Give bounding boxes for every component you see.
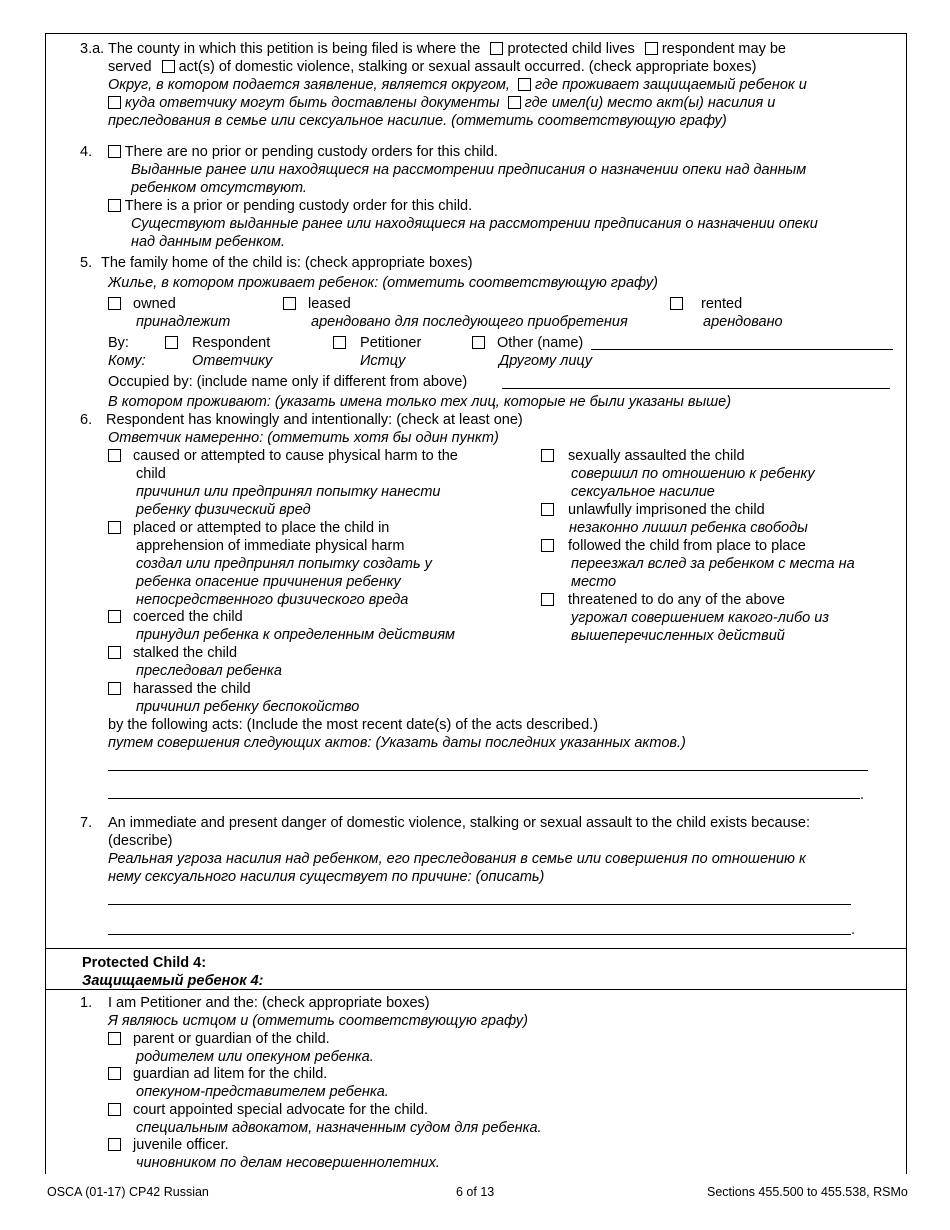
checkbox-by-petitioner[interactable] bbox=[333, 336, 346, 349]
label-threatened: threatened to do any of the above bbox=[568, 592, 785, 608]
section-6-title: Respondent has knowingly and intentionally: (check at least one) bbox=[106, 412, 523, 428]
option-owned bbox=[108, 295, 176, 313]
label-served: served bbox=[108, 59, 152, 75]
checkbox-respondent-served[interactable] bbox=[645, 42, 658, 55]
checkbox-stalked[interactable] bbox=[108, 646, 121, 659]
label-occupied-by: Occupied by: (include name only if different from above) bbox=[108, 374, 468, 390]
label-harassed: harassed the child bbox=[133, 681, 251, 697]
section-7-line2: (describe) bbox=[108, 833, 173, 849]
label-caused-harm: caused or attempted to cause physical harm to the bbox=[133, 448, 458, 464]
label-caused-harm-ru1: причинил или предпринял попытку нанести bbox=[136, 484, 441, 500]
option-rented bbox=[670, 295, 742, 313]
label-by-respondent: Respondent bbox=[192, 335, 271, 351]
option-by-petitioner bbox=[333, 334, 421, 352]
danger-line-2[interactable] bbox=[108, 934, 851, 935]
label-sexually-assaulted-ru2: сексуальное насилие bbox=[571, 484, 715, 500]
label-rented: rented bbox=[701, 296, 743, 312]
checkbox-by-respondent[interactable] bbox=[165, 336, 178, 349]
option-juvenile-officer bbox=[108, 1136, 229, 1154]
section-5-title-ru: Жилье, в котором проживает ребенок: (отметить соответствующую графу) bbox=[108, 275, 658, 291]
label-guardian-ad-litem-ru: опекуном-представителем ребенка. bbox=[136, 1084, 389, 1100]
label-unlawfully-imprisoned-ru: незаконно лишил ребенка свободы bbox=[569, 520, 808, 536]
label-acts-occurred-ru: где имел(и) место акт(ы) насилия и bbox=[524, 95, 776, 111]
checkbox-harassed[interactable] bbox=[108, 682, 121, 695]
section-4-option2-ru1: Существуют выданные ранее или находящиеся на рассмотрении предписания о назначении опеки bbox=[131, 216, 818, 232]
label-caused-harm-2: child bbox=[136, 466, 166, 482]
label-prior-custody-order: There is a prior or pending custody order for this child. bbox=[124, 198, 473, 214]
label-by-other: Other (name) bbox=[497, 335, 584, 351]
label-respondent-served-ru: куда ответчику могут быть доставлены документы bbox=[125, 95, 500, 111]
label-followed-ru1: переезжал вслед за ребенком с места на bbox=[571, 556, 855, 572]
danger-line-1[interactable] bbox=[108, 904, 851, 905]
option-parent-guardian bbox=[108, 1030, 330, 1048]
label-by-respondent-ru: Ответчику bbox=[192, 353, 273, 369]
checkbox-acts-occurred[interactable] bbox=[162, 60, 175, 73]
label-by-other-ru: Другому лицу bbox=[499, 353, 593, 369]
label-following-acts: by the following acts: (Include the most recent date(s) of the acts described.) bbox=[108, 717, 599, 733]
section-6-title-ru: Ответчик намеренно: (отметить хотя бы один пункт) bbox=[108, 430, 499, 446]
label-special-advocate-ru: специальным адвокатом, назначенным судом для ребенка. bbox=[136, 1120, 542, 1136]
option-followed bbox=[541, 537, 806, 555]
footer-statute: Sections 455.500 to 455.538, RSMo bbox=[707, 1185, 908, 1199]
section-3a-number: 3.a. bbox=[80, 41, 105, 57]
section-3a-text: The county in which this petition is being filed is where the bbox=[108, 41, 481, 57]
label-by-ru: Кому: bbox=[108, 353, 146, 369]
label-placed-apprehension: placed or attempted to place the child in bbox=[133, 520, 390, 536]
acts-line-2[interactable] bbox=[108, 798, 860, 799]
section-7-number: 7. bbox=[80, 815, 93, 831]
label-parent-guardian: parent or guardian of the child. bbox=[133, 1031, 330, 1047]
option-unlawfully-imprisoned bbox=[541, 501, 765, 519]
option-sexually-assaulted bbox=[541, 447, 745, 465]
label-acts-occurred: act(s) of domestic violence, stalking or sexual assault occurred. (check appropriate boxes) bbox=[178, 59, 757, 75]
option-leased bbox=[283, 295, 351, 313]
label-coerced: coerced the child bbox=[133, 609, 243, 625]
label-placed-apprehension-ru2: ребенка опасение причинения ребенку bbox=[136, 574, 401, 590]
checkbox-acts-occurred-ru[interactable] bbox=[508, 96, 521, 109]
label-owned: owned bbox=[133, 296, 176, 312]
section-4-option1-ru1: Выданные ранее или находящиеся на рассмотрении предписания о назначении опеки над данным bbox=[131, 162, 807, 178]
divider-top bbox=[45, 948, 906, 949]
label-sexually-assaulted-ru1: совершил по отношению к ребенку bbox=[571, 466, 815, 482]
label-placed-apprehension-ru3: непосредственного физического вреда bbox=[136, 592, 409, 608]
section-4-option2-ru2: над данным ребенком. bbox=[131, 234, 285, 250]
label-occupied-by-ru: В котором проживают: (указать имена только тех лиц, которые не были указаны выше) bbox=[108, 394, 732, 410]
section-3a-ru-text: Округ, в котором подается заявление, является округом, bbox=[108, 77, 510, 93]
protected-child-4-title: Protected Child 4: bbox=[82, 955, 207, 971]
checkbox-placed-apprehension[interactable] bbox=[108, 521, 121, 534]
label-no-custody-orders: There are no prior or pending custody orders for this child. bbox=[124, 144, 498, 160]
checkbox-respondent-served-ru[interactable] bbox=[108, 96, 121, 109]
label-sexually-assaulted: sexually assaulted the child bbox=[568, 448, 745, 464]
checkbox-leased[interactable] bbox=[283, 297, 296, 310]
label-juvenile-officer: juvenile officer. bbox=[133, 1137, 229, 1153]
occupied-by-field[interactable] bbox=[502, 388, 890, 389]
checkbox-special-advocate[interactable] bbox=[108, 1103, 121, 1116]
label-caused-harm-ru2: ребенку физический вред bbox=[136, 502, 311, 518]
danger-line-end: . bbox=[851, 922, 856, 938]
checkbox-owned[interactable] bbox=[108, 297, 121, 310]
option-special-advocate bbox=[108, 1101, 428, 1119]
divider-bottom bbox=[45, 989, 906, 990]
acts-line-1[interactable] bbox=[108, 770, 868, 771]
checkbox-caused-harm[interactable] bbox=[108, 449, 121, 462]
label-protected-child-lives: protected child lives bbox=[507, 41, 635, 57]
option-by-respondent bbox=[165, 334, 270, 352]
item-1-number: 1. bbox=[80, 995, 93, 1011]
checkbox-parent-guardian[interactable] bbox=[108, 1032, 121, 1045]
option-caused-harm bbox=[108, 447, 458, 465]
checkbox-no-custody-orders[interactable] bbox=[108, 145, 121, 158]
section-4-option1 bbox=[108, 143, 498, 161]
option-stalked bbox=[108, 644, 237, 662]
label-by: By: bbox=[108, 335, 129, 351]
section-3a-line1 bbox=[108, 40, 786, 58]
checkbox-unlawfully-imprisoned[interactable] bbox=[541, 503, 554, 516]
label-coerced-ru: принудил ребенка к определенным действиям bbox=[136, 627, 455, 643]
item-1-title: I am Petitioner and the: (check appropriate boxes) bbox=[108, 995, 430, 1011]
checkbox-juvenile-officer[interactable] bbox=[108, 1138, 121, 1151]
label-leased: leased bbox=[308, 296, 351, 312]
label-unlawfully-imprisoned: unlawfully imprisoned the child bbox=[568, 502, 765, 518]
label-leased-ru: арендовано для последующего приобретения bbox=[311, 314, 628, 330]
section-7-ru2: нему сексуального насилия существует по причине: (описать) bbox=[108, 869, 545, 885]
label-stalked-ru: преследовал ребенка bbox=[136, 663, 282, 679]
section-3a-line2 bbox=[108, 58, 756, 76]
acts-line-end: . bbox=[860, 787, 865, 803]
label-owned-ru: принадлежит bbox=[136, 314, 231, 330]
section-3a-ru-line1 bbox=[108, 76, 807, 94]
section-3a-ru-line2 bbox=[108, 94, 775, 112]
footer-form-id: OSCA (01-17) CP42 Russian bbox=[47, 1185, 209, 1199]
section-7-line1: An immediate and present danger of domestic violence, stalking or sexual assault to the child exists because: bbox=[108, 815, 811, 831]
checkbox-threatened[interactable] bbox=[541, 593, 554, 606]
option-by-other bbox=[472, 334, 583, 352]
checkbox-coerced[interactable] bbox=[108, 610, 121, 623]
label-protected-child-lives-ru: где проживает защищаемый ребенок и bbox=[535, 77, 807, 93]
section-4-number: 4. bbox=[80, 144, 93, 160]
checkbox-guardian-ad-litem[interactable] bbox=[108, 1067, 121, 1080]
option-guardian-ad-litem bbox=[108, 1065, 327, 1083]
label-by-petitioner-ru: Истцу bbox=[360, 353, 406, 369]
label-stalked: stalked the child bbox=[133, 645, 238, 661]
label-parent-guardian-ru: родителем или опекуном ребенка. bbox=[136, 1049, 374, 1065]
checkbox-prior-custody-order[interactable] bbox=[108, 199, 121, 212]
item-1-title-ru: Я являюсь истцом и (отметить соответствующую графу) bbox=[108, 1013, 528, 1029]
other-name-field[interactable] bbox=[591, 349, 893, 350]
checkbox-by-other[interactable] bbox=[472, 336, 485, 349]
label-placed-apprehension-ru1: создал или предпринял попытку создать у bbox=[136, 556, 432, 572]
label-special-advocate: court appointed special advocate for the child. bbox=[133, 1102, 429, 1118]
option-coerced bbox=[108, 608, 243, 626]
label-threatened-ru2: вышеперечисленных действий bbox=[571, 628, 785, 644]
label-followed-ru2: место bbox=[571, 574, 617, 590]
label-rented-ru: арендовано bbox=[703, 314, 783, 330]
footer-page-number: 6 of 13 bbox=[456, 1185, 495, 1199]
label-placed-apprehension-2: apprehension of immediate physical harm bbox=[136, 538, 405, 554]
section-5-title: The family home of the child is: (check appropriate boxes) bbox=[101, 255, 473, 271]
label-respondent-served: respondent may be bbox=[661, 41, 786, 57]
checkbox-protected-child-lives-ru[interactable] bbox=[518, 78, 531, 91]
checkbox-protected-child-lives[interactable] bbox=[490, 42, 503, 55]
section-4-option1-ru2: ребенком отсутствуют. bbox=[131, 180, 307, 196]
checkbox-sexually-assaulted[interactable] bbox=[541, 449, 554, 462]
section-3a-ru-line3: преследования в семье или сексуальное насилие. (отметить соответствующую графу) bbox=[108, 113, 727, 129]
protected-child-4-title-ru: Защищаемый ребенок 4: bbox=[82, 973, 264, 989]
label-juvenile-officer-ru: чиновником по делам несовершеннолетних. bbox=[136, 1155, 440, 1171]
section-5-number: 5. bbox=[80, 255, 93, 271]
option-harassed bbox=[108, 680, 251, 698]
checkbox-followed[interactable] bbox=[541, 539, 554, 552]
label-threatened-ru1: угрожал совершением какого-либо из bbox=[571, 610, 829, 626]
label-guardian-ad-litem: guardian ad litem for the child. bbox=[133, 1066, 328, 1082]
label-by-petitioner: Petitioner bbox=[360, 335, 422, 351]
label-followed: followed the child from place to place bbox=[568, 538, 806, 554]
section-7-ru1: Реальная угроза насилия над ребенком, его преследования в семье или совершения по отношению к bbox=[108, 851, 806, 867]
section-6-number: 6. bbox=[80, 412, 93, 428]
label-following-acts-ru: путем совершения следующих актов: (Указать даты последних указанных актов.) bbox=[108, 735, 686, 751]
option-threatened bbox=[541, 591, 785, 609]
option-placed-apprehension bbox=[108, 519, 389, 537]
checkbox-rented[interactable] bbox=[670, 297, 683, 310]
section-4-option2 bbox=[108, 197, 472, 215]
label-harassed-ru: причинил ребенку беспокойство bbox=[136, 699, 360, 715]
